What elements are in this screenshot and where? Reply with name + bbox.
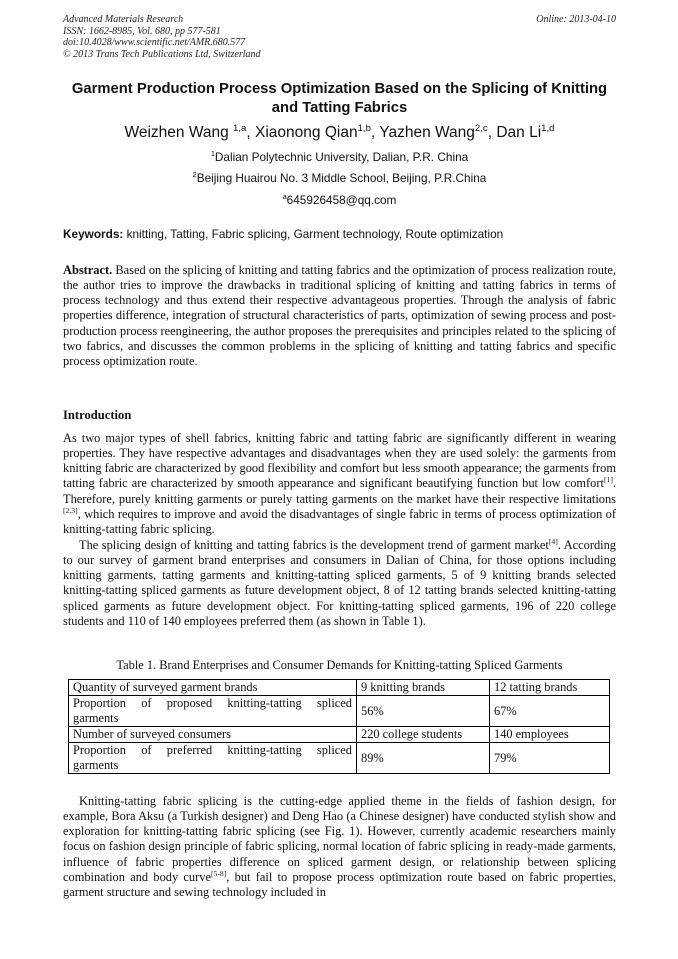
affiliation-text: Dalian Polytechnic University, Dalian, P.R. China (214, 150, 469, 164)
table-cell: Proportion of proposed knitting-tatting spliced garments (69, 696, 357, 727)
table-cell: 12 tatting brands (490, 680, 610, 696)
abstract (63, 263, 616, 369)
table-cell: 56% (357, 696, 490, 727)
author-separator: , (487, 124, 497, 141)
author-superscript: 2,c (474, 122, 488, 134)
paragraph-text: The splicing design of knitting and tatting fabrics is the development trend of garment market (79, 538, 549, 552)
table-cell: 9 knitting brands (357, 680, 490, 696)
affiliation-2 (63, 171, 616, 185)
table-cell: Quantity of surveyed garment brands (69, 680, 357, 696)
introduction-paragraph-3 (63, 794, 616, 900)
author-superscript: 1,d (541, 122, 555, 134)
journal-name: Advanced Materials Research (63, 14, 184, 25)
copyright-line: © 2013 Trans Tech Publications Ltd, Switzerland (63, 48, 261, 60)
journal-header (63, 14, 616, 60)
citation: [5-8] (210, 868, 227, 878)
author-list (63, 123, 616, 143)
table-row (69, 743, 610, 774)
table-row (69, 696, 610, 727)
table-cell: 220 college students (357, 727, 490, 743)
citation: [4] (548, 536, 558, 546)
issn-line: ISSN: 1662-8985, Vol. 680, pp 577-581 (63, 25, 221, 37)
affiliation-superscript: 2 (192, 170, 197, 180)
author-name: Weizhen Wang (124, 124, 234, 141)
author-superscript: 1,a (233, 122, 247, 134)
keywords-text: knitting, Tatting, Fabric splicing, Garment technology, Route optimization (123, 227, 504, 241)
introduction-paragraph-2 (63, 538, 616, 629)
paragraph-text: Knitting-tatting fabric splicing is the cutting-edge applied theme in the fields of fashion design, for example, Bora Aksu (a Turkish designer) and Deng Hao (a Chinese designer) have conducted stylish show and exploration for knitting-tatting fabric splicing (see Fig. 1). However, currently academic researchers mainly focus on fashion design principle of fabric splicing, normal location of fabric splicing in ready-made garments, influence of fabric properties difference on spliced garment design, or relationship between splicing combination and body curve (63, 794, 616, 884)
keywords (63, 227, 616, 241)
email-superscript: a (282, 192, 287, 202)
table-caption: Table 1. Brand Enterprises and Consumer Demands for Knitting-tatting Spliced Garments (116, 658, 563, 672)
paragraph-text: . According to our survey of garment brand enterprises and consumers in Dalian of China, for those options including knitting garments, tatting garments and knitting-tatting spliced garments, 5 of 9 knitting brands selected knitting-tatting spliced garments as future development object, 8 of 12 tatting brands selected knitting-tatting spliced garments as future development object. For knitting-tatting spliced garments, 196 of 220 college students and 110 of 140 employees preferred them (as shown in Table 1). (63, 538, 617, 628)
affiliation-superscript: 1 (210, 149, 215, 159)
affiliation-text: Beijing Huairou No. 3 Middle School, Beijing, P.R.China (196, 171, 487, 185)
paragraph-text: , but fail to propose process optimization route based on fabric properties, garment structure and sewing technology included in (63, 869, 616, 899)
survey-table (68, 679, 610, 774)
abstract-text: Based on the splicing of knitting and tatting fabrics and the optimization of process realization route, the author tries to improve the drawbacks in traditional splicing of knitting and tatting fabrics in terms of process technology and thus extend their respective advantageous properties. Through the analysis of fabric properties difference, integration of structural characteristics of parts, optimization of sewing process and post-production process reengineering, the author proposes the prerequisites and principles related to the splicing of two fabrics, and discusses the common problems in the splicing of knitting and tatting fabrics and specific process optimization route. (63, 263, 616, 368)
introduction-paragraph-1 (63, 431, 616, 537)
author-email (63, 193, 616, 207)
paper-title: Garment Production Process Optimization Based on the Splicing of Knitting and Tatting Fabrics (71, 81, 608, 116)
citation: [1] (603, 475, 613, 485)
doi-line: doi:10.4028/www.scientific.net/AMR.680.577 (63, 37, 246, 48)
keywords-label: Keywords: (63, 227, 124, 241)
online-date: Online: 2013-04-10 (536, 14, 616, 25)
author-separator: , (370, 124, 380, 141)
abstract-label: Abstract. (63, 263, 113, 277)
paragraph-text: , which requires to improve and avoid the disadvantages of single fabric in terms of process optimization of knitting-tatting fabric splicing. (63, 506, 616, 536)
table-row (69, 680, 610, 696)
paragraph-text: As two major types of shell fabrics, knitting fabric and tatting fabric are significantly different in wearing properties. They have respective advantages and disadvantages when they are used solely: the garments from knitting fabric are characterized by good flexibility and comfort but less smooth appearance; the garments from tatting fabric are characterized by smooth appearance and significant beautifying function but low comfort (63, 431, 616, 491)
table-cell: 67% (490, 696, 610, 727)
table-cell: Proportion of preferred knitting-tatting spliced garments (69, 743, 357, 774)
table-cell: 89% (357, 743, 490, 774)
author-name: Yazhen Wang (379, 124, 475, 141)
author-name: Xiaonong Qian (255, 124, 358, 141)
citation: [2,3] (63, 505, 78, 515)
email-text: 645926458@qq.com (286, 193, 397, 207)
table-cell: 140 employees (490, 727, 610, 743)
table-row (69, 727, 610, 743)
author-separator: , (246, 124, 256, 141)
paragraph-text: . Therefore, purely knitting garments or purely tatting garments on the market have their respective limitations (63, 476, 616, 506)
table-cell: Number of surveyed consumers (69, 727, 357, 743)
table-cell: 79% (490, 743, 610, 774)
section-title-introduction: Introduction (63, 408, 132, 422)
author-name: Dan Li (496, 124, 542, 141)
author-superscript: 1,b (357, 122, 371, 134)
affiliation-1 (63, 150, 616, 164)
